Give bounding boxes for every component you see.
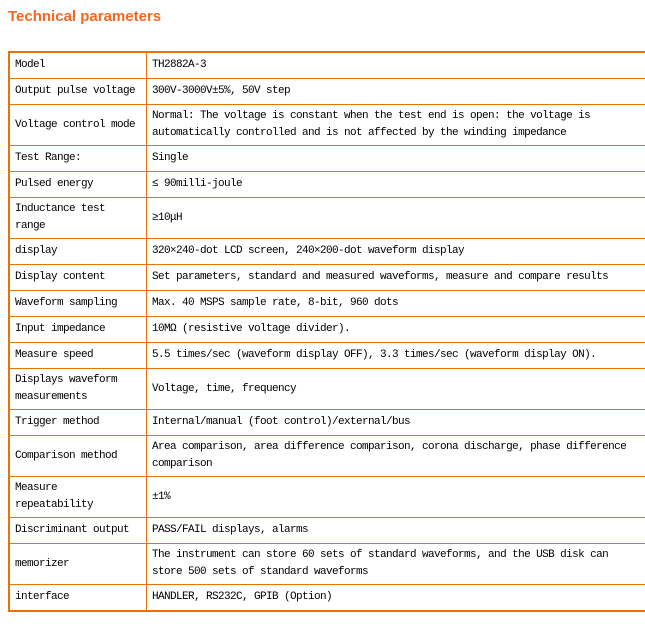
parameter-value: 300V-3000V±5%, 50V step [147, 79, 645, 105]
parameter-label: Display content [9, 265, 147, 291]
parameter-label: Output pulse voltage [9, 79, 147, 105]
parameter-value: TH2882A-3 [147, 52, 645, 79]
parameter-value: ≤ 90milli-joule [147, 172, 645, 198]
parameter-value: HANDLER, RS232C, GPIB (Option) [147, 585, 645, 612]
parameter-label: Comparison method [9, 436, 147, 477]
table-row [9, 79, 645, 105]
parameter-label: display [9, 239, 147, 265]
parameter-value: Single [147, 146, 645, 172]
table-row [9, 544, 645, 585]
parameter-label: Test Range: [9, 146, 147, 172]
table-row [9, 343, 645, 369]
parameter-value: PASS/FAIL displays, alarms [147, 518, 645, 544]
table-row [9, 146, 645, 172]
table-row [9, 172, 645, 198]
table-row [9, 291, 645, 317]
table-row [9, 585, 645, 612]
table-row [9, 265, 645, 291]
parameter-label: Voltage control mode [9, 105, 147, 146]
parameter-value: The instrument can store 60 sets of standard waveforms, and the USB disk can store 500 sets of standard waveforms [147, 544, 645, 585]
parameter-value: Area comparison, area difference comparison, corona discharge, phase difference comparison [147, 436, 645, 477]
table-row [9, 436, 645, 477]
parameter-label: Model [9, 52, 147, 79]
parameter-label: Discriminant output [9, 518, 147, 544]
parameter-label: interface [9, 585, 147, 612]
table-row [9, 239, 645, 265]
parameter-label: Pulsed energy [9, 172, 147, 198]
parameter-label: Measure speed [9, 343, 147, 369]
table-row [9, 369, 645, 410]
parameter-label: Inductance test range [9, 198, 147, 239]
parameter-value: Set parameters, standard and measured waveforms, measure and compare results [147, 265, 645, 291]
parameter-value: ≥10μH [147, 198, 645, 239]
table-row [9, 52, 645, 79]
parameter-label: Measure repeatability [9, 477, 147, 518]
table-row [9, 477, 645, 518]
parameter-label: Input impedance [9, 317, 147, 343]
parameter-label: Displays waveform measurements [9, 369, 147, 410]
parameter-value: 10MΩ (resistive voltage divider). [147, 317, 645, 343]
technical-parameters-table [8, 51, 645, 612]
parameter-value: ±1% [147, 477, 645, 518]
table-body [9, 52, 645, 611]
parameter-value: 5.5 times/sec (waveform display OFF), 3.3 times/sec (waveform display ON). [147, 343, 645, 369]
table-row [9, 518, 645, 544]
parameter-label: Waveform sampling [9, 291, 147, 317]
parameter-value: Internal/manual (foot control)/external/bus [147, 410, 645, 436]
parameter-label: Trigger method [9, 410, 147, 436]
table-row [9, 105, 645, 146]
table-row [9, 198, 645, 239]
parameter-value: Voltage, time, frequency [147, 369, 645, 410]
page-title: Technical parameters [8, 8, 162, 25]
parameter-value: Normal: The voltage is constant when the test end is open: the voltage is automatically controlled and is not affected by the winding impedance [147, 105, 645, 146]
parameter-value: Max. 40 MSPS sample rate, 8-bit, 960 dots [147, 291, 645, 317]
parameter-value: 320×240-dot LCD screen, 240×200-dot waveform display [147, 239, 645, 265]
parameter-label: memorizer [9, 544, 147, 585]
table-row [9, 317, 645, 343]
table-row [9, 410, 645, 436]
